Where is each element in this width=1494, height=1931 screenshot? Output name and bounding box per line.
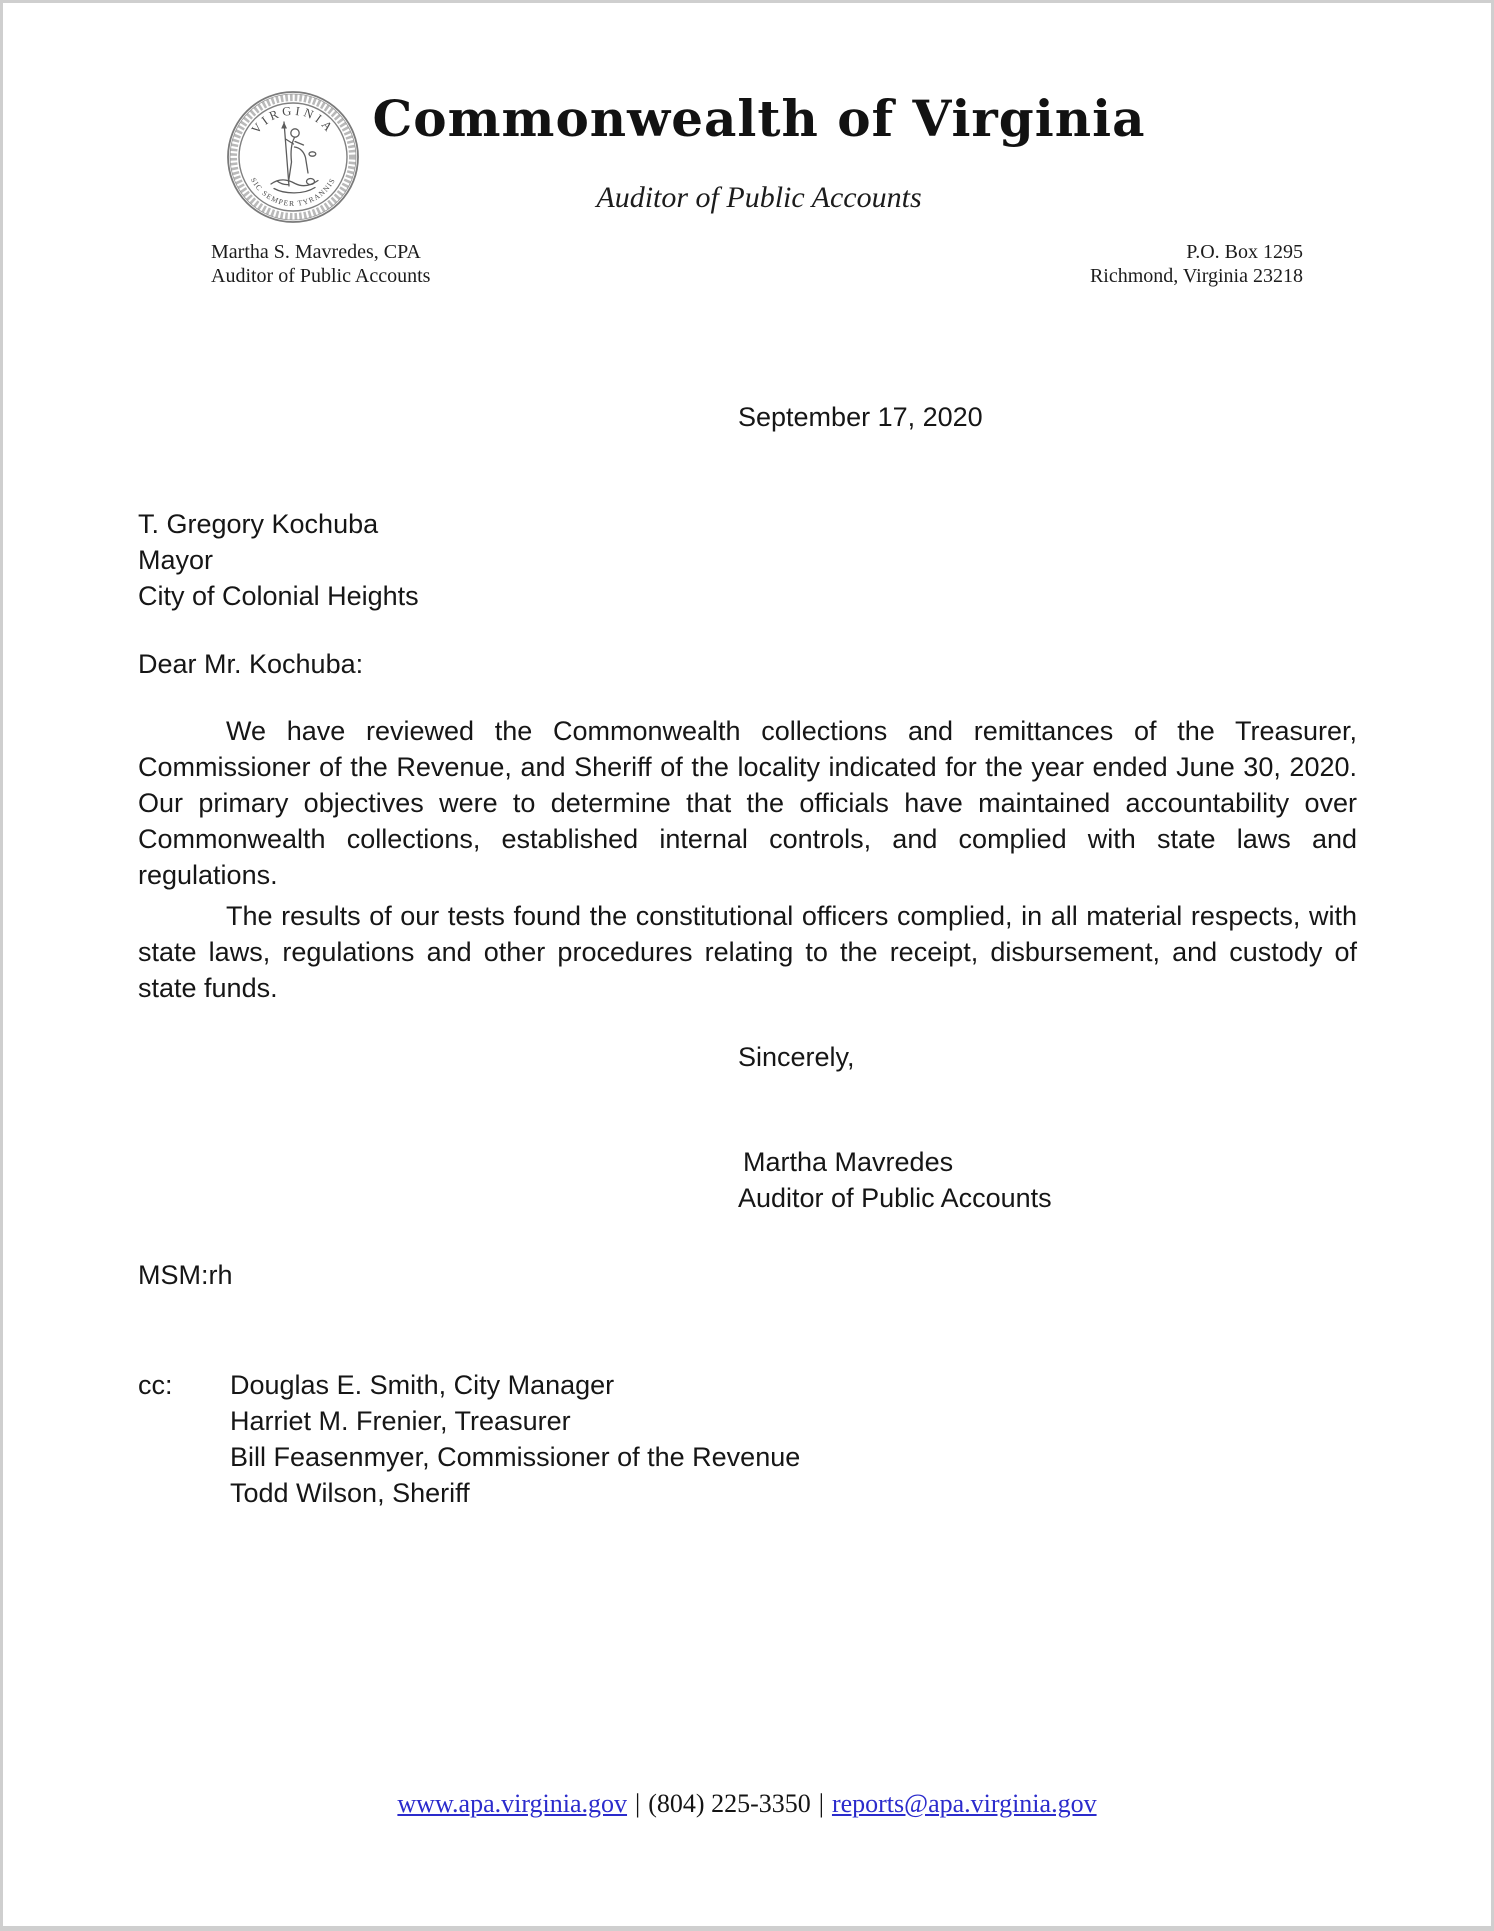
closing: Sincerely, <box>738 1042 855 1072</box>
email-link[interactable]: reports@apa.virginia.gov <box>831 1789 1097 1818</box>
letterhead-title: Commonwealth of Virginia <box>372 89 1146 148</box>
website-link[interactable]: www.apa.virginia.gov <box>397 1789 628 1818</box>
footer-separator: | <box>635 1789 641 1818</box>
cc-label: cc: <box>138 1370 173 1400</box>
reference-initials: MSM:rh <box>138 1260 233 1290</box>
cc-block <box>138 1367 1357 1511</box>
letterhead-subtitle: Auditor of Public Accounts <box>596 181 922 214</box>
seal-bottom-text: SIC SEMPER TYRANNIS <box>248 175 338 209</box>
cc-list <box>230 1367 800 1511</box>
recipient-block <box>138 506 1357 614</box>
officer-name: Martha S. Mavredes, CPA <box>211 241 421 263</box>
seal-top-text: VIRGINIA <box>248 103 338 137</box>
page-footer <box>3 1787 1491 1821</box>
cc-recipient: Harriet M. Frenier, Treasurer <box>230 1406 571 1436</box>
letter-body <box>138 3 1357 1926</box>
signer-name: Martha Mavredes <box>743 1147 954 1177</box>
recipient-name: T. Gregory Kochuba <box>138 509 379 539</box>
po-box-line: P.O. Box 1295 <box>1186 241 1303 263</box>
body-paragraph: We have reviewed the Commonwealth collections and remittances of the Treasurer, Commissioner of the Revenue, and Sheriff of the locality indicated for the year ended June 30, 2020. Our primary objectives were to determine that the officials have maintained accountability over Commonwealth collections, established internal controls, and complied with state laws and regulations. <box>138 716 1357 890</box>
cc-recipient: Bill Feasenmyer, Commissioner of the Revenue <box>230 1442 801 1472</box>
recipient-organization: City of Colonial Heights <box>138 581 419 611</box>
signature-block <box>138 1144 1357 1216</box>
body-paragraph: The results of our tests found the constitutional officers complied, in all material respects, with state laws, regulations and other procedures relating to the receipt, disbursement, and custody of state funds. <box>138 901 1357 1003</box>
phone-number: (804) 225-3350 <box>648 1789 811 1818</box>
footer-separator: | <box>818 1789 824 1818</box>
signer-title: Auditor of Public Accounts <box>738 1183 1052 1213</box>
city-state-zip-line: Richmond, Virginia 23218 <box>1089 265 1303 287</box>
cc-recipient: Douglas E. Smith, City Manager <box>230 1370 615 1400</box>
letter-date: September 17, 2020 <box>738 402 983 432</box>
cc-recipient: Todd Wilson, Sheriff <box>230 1478 470 1508</box>
officer-title: Auditor of Public Accounts <box>211 265 431 287</box>
salutation: Dear Mr. Kochuba: <box>138 649 364 679</box>
recipient-title: Mayor <box>138 545 214 575</box>
